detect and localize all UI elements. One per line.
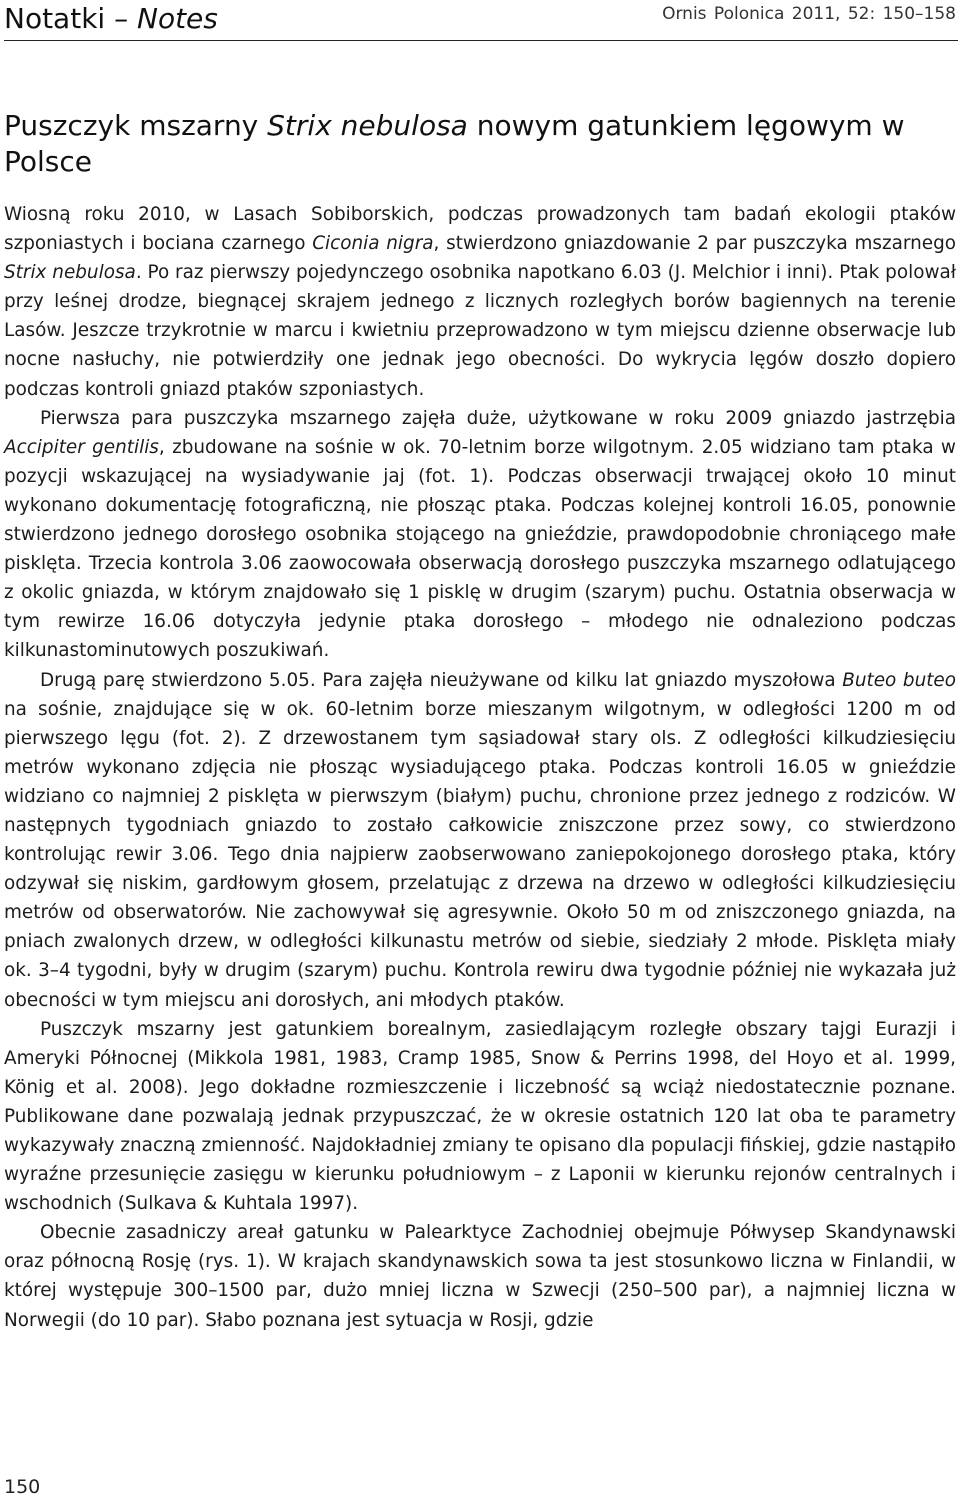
species-name-ciconia: Ciconia nigra — [312, 233, 434, 255]
journal-citation: Ornis Polonica 2011, 52: 150–158 — [662, 4, 956, 24]
paragraph-3-text-a: Drugą parę stwierdzono 5.05. Para zajęła nieużywane od kilku lat gniazdo myszołowa — [40, 669, 843, 691]
paragraph-1-text-e: . Po raz pierwszy pojedynczego osobnika napotkano 6.03 (J. Melchior i inni). Ptak polował przy leśnej drodze, biegnącej skrajem jednego z licznych rozległych borów bagiennych na terenie Lasów. Jeszcze trzykrotnie w marcu i kwietniu przeprowadzono w tym miejscu dzienne obserwacje lub nocne nasłuchy, nie potwierdziły one jednak jego obecności. Do wykrycia lęgów doszło dopiero podczas kontroli gniazd ptaków szponiastych. — [4, 262, 957, 400]
species-name-accipiter: Accipiter gentilis — [4, 436, 159, 458]
paragraph-2 — [4, 404, 956, 666]
paragraph-4: Puszczyk mszarny jest gatunkiem borealnym, zasiedlającym rozległe obszary tajgi Eurazji i Ameryki Północnej (Mikkola 1981, 1983, Cramp 1985, Snow & Perrins 1998, del Hoyo et al. 1999, König et al. 2008). Jego dokładne rozmieszczenie i liczebność są wciąż niedostatecznie poznane. Publikowane dane pozwalają jednak przypuszczać, że w okresie ostatnich 120 lat oba te parametry wykazywały znaczną zmienność. Najdokładniej zmiany te opisano dla populacji fińskiej, gdzie nastąpiło wyraźne przesunięcie zasięgu w kierunku południowym – z Laponii w kierunku rejonów centralnych i wschodnich (Sulkava & Kuhtala 1997). — [4, 1018, 956, 1215]
section-label-en: Notes — [137, 2, 218, 35]
paragraph-2-text-a: Pierwsza para puszczyka mszarnego zajęła duże, użytkowane w roku 2009 gniazdo jastrzębia — [40, 407, 956, 429]
section-label — [4, 2, 218, 35]
paragraph-1-text-c: , stwierdzono gniazdowanie 2 par puszczyka mszarnego — [433, 233, 957, 255]
paragraph-1 — [4, 200, 956, 404]
section-label-pl: Notatki — [4, 2, 106, 35]
species-name-buteo: Buteo buteo — [842, 669, 956, 691]
page-number: 150 — [4, 1476, 41, 1498]
title-text-end: nowym gatunkiem lęgowym w Polsce — [4, 109, 905, 178]
paragraph-1-text-a: Wiosną roku 2010, w Lasach Sobiborskich, podczas prowadzonych tam badań ekologii ptaków szponiastych i bociana czarnego — [4, 204, 956, 255]
title-species-latin: Strix nebulosa — [267, 109, 468, 142]
header-rule — [4, 40, 958, 41]
title-text-start: Puszczyk mszarny — [4, 109, 268, 142]
article-title — [4, 108, 956, 180]
paragraph-3-text-c: na sośnie, znajdujące się w ok. 60-letnim borze mieszanym wilgotnym, w odległości 1200 m od pierwszego lęgu (fot. 2). Z drzewostanem tym sąsiadował stary ols. Z odległości kilkudziesięciu metrów wykonano zdjęcia nie płosząc wysiadującego ptaka. Podczas kontroli 16.05 w gnieździe widziano co najmniej 2 pisklęta w pierwszym (białym) puchu, chronione przez jednego z rodziców. W następnych tygodniach gniazdo to zostało całkowicie zniszczone przez sowy, co stwierdzono kontrolując rewir 3.06. Tego dnia najpierw zaobserwowano zaniepokojonego dorosłego ptaka, który odzywał się niskim, gardłowym głosem, przelatując z drzewa na drzewo w odległości kilkudziesięciu metrów od obserwatorów. Nie zachowywał się agresywnie. Około 50 m od zniszczonego gniazda, na pniach zwalonych drzew, w odległości kilkunastu metrów od siebie, siedziały 2 młode. Pisklęta miały ok. 3–4 tygodni, były w drugim (szarym) puchu. Kontrola rewiru dwa tygodnie później nie wykazała już obecności w tym miejscu ani dorosłych, ani młodych ptaków. — [4, 698, 956, 1011]
species-name-strix: Strix nebulosa — [4, 262, 136, 284]
paragraph-5: Obecnie zasadniczy areał gatunku w Palearktyce Zachodniej obejmuje Półwysep Skandynawski oraz północną Rosję (rys. 1). W krajach skandynawskich sowa ta jest stosunkowo liczna w Finlandii, w której występuje 300–1500 par, dużo mniej liczna w Szwecji (250–500 par), a najmniej liczna w Norwegii (do 10 par). Słabo poznana jest sytuacja w Rosji, gdzie — [4, 1222, 956, 1331]
section-label-dash: – — [105, 2, 137, 35]
article-body — [4, 200, 956, 1335]
running-header — [0, 0, 960, 40]
paragraph-2-text-c: , zbudowane na sośnie w ok. 70-letnim borze wilgotnym. 2.05 widziano tam ptaka w pozycji wskazującej na wysiadywanie jaj (fot. 1). Podczas obserwacji trwającej około 10 minut wykonano dokumentację fotograficzną, nie płosząc ptaka. Podczas kolejnej kontroli 16.05, ponownie stwierdzono jednego dorosłego osobnika stojącego na gnieździe, prawdopodobnie chroniącego małe pisklęta. Trzecia kontrola 3.06 zaowocowała obserwacją dorosłego puszczyka mszarnego odlatującego z okolic gniazda, w którym znajdowało się 1 pisklę w drugim (szarym) puchu. Ostatnia obserwacja w tym rewirze 16.06 dotyczyła jedynie ptaka dorosłego – młodego nie odnaleziono podczas kilkunastominutowych poszukiwań. — [4, 436, 956, 662]
paragraph-3 — [4, 666, 956, 1015]
